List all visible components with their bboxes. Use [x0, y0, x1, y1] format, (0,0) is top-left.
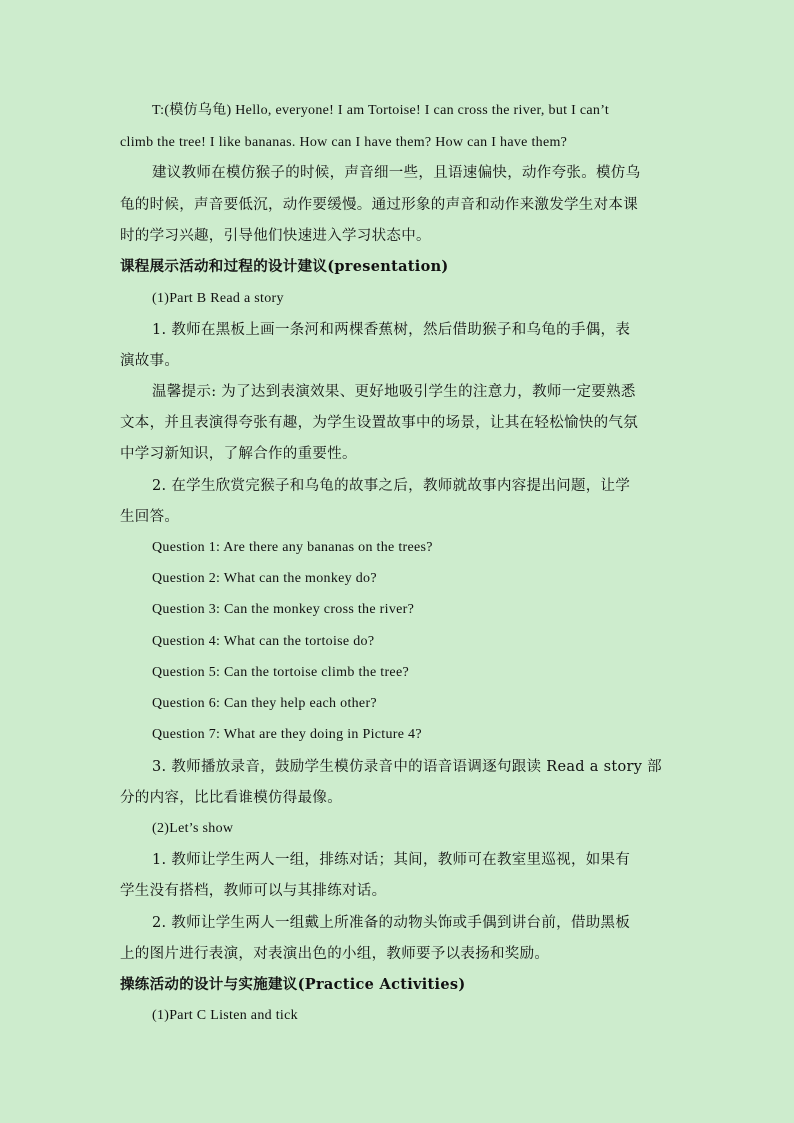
question-line: Question 6: Can they help each other? — [152, 696, 377, 711]
text-line: 1. 教师让学生两人一组，排练对话；其间，教师可在教室里巡视，如果有 — [152, 852, 631, 868]
text-line: 演故事。 — [120, 353, 180, 369]
question-line: Question 3: Can the monkey cross the river? — [152, 602, 415, 617]
text-line: 学生没有搭档，教师可以与其排练对话。 — [120, 883, 387, 899]
text-line: 2. 在学生欣赏完猴子和乌龟的故事之后，教师就故事内容提出问题，让学 — [152, 478, 631, 494]
text-line: 中学习新知识，了解合作的重要性。 — [120, 446, 357, 462]
text-line: 分的内容，比比看谁模仿得最像。 — [120, 790, 342, 806]
text-line: 1. 教师在黑板上画一条河和两棵香蕉树，然后借助猴子和乌龟的手偶，表 — [152, 322, 631, 338]
text-line: 上的图片进行表演，对表演出色的小组，教师要予以表扬和奖励。 — [120, 946, 550, 962]
text-line: (1)Part B Read a story — [152, 291, 284, 306]
text-line: 生回答。 — [120, 509, 180, 525]
text-line: 2. 教师让学生两人一组戴上所准备的动物头饰或手偶到讲台前，借助黑板 — [152, 915, 631, 931]
text-line: 龟的时候，声音要低沉，动作要缓慢。通过形象的声音和动作来激发学生对本课 — [120, 197, 638, 213]
text-line: 3. 教师播放录音，鼓励学生模仿录音中的语音语调逐句跟读 Read a story 部 — [152, 759, 662, 775]
text-line: climb the tree! I like bananas. How can I have them? How can I have them? — [120, 135, 568, 150]
question-line: Question 4: What can the tortoise do? — [152, 634, 375, 649]
question-line: Question 7: What are they doing in Picture 4? — [152, 727, 422, 742]
text-line: (2)Let’s show — [152, 821, 234, 836]
section-heading: 课程展示活动和过程的设计建议(presentation) — [120, 258, 449, 275]
text-line: 建议教师在模仿猴子的时候，声音细一些，且语速偏快，动作夸张。模仿乌 — [152, 165, 641, 181]
text-line: (1)Part C Listen and tick — [152, 1008, 298, 1023]
question-line: Question 1: Are there any bananas on the trees? — [152, 540, 433, 555]
text-line: 文本，并且表演得夸张有趣，为学生设置故事中的场景，让其在轻松愉快的气氛 — [120, 415, 638, 431]
text-line: 时的学习兴趣，引导他们快速进入学习状态中。 — [120, 228, 431, 244]
section-heading: 操练活动的设计与实施建议(Practice Activities) — [120, 976, 466, 993]
question-line: Question 5: Can the tortoise climb the tree? — [152, 665, 409, 680]
text-line: 温馨提示: 为了达到表演效果、更好地吸引学生的注意力，教师一定要熟悉 — [152, 384, 636, 400]
text-line: T:(模仿乌龟) Hello, everyone! I am Tortoise! I can cross the river, but I can’t — [152, 103, 610, 118]
question-line: Question 2: What can the monkey do? — [152, 571, 377, 586]
